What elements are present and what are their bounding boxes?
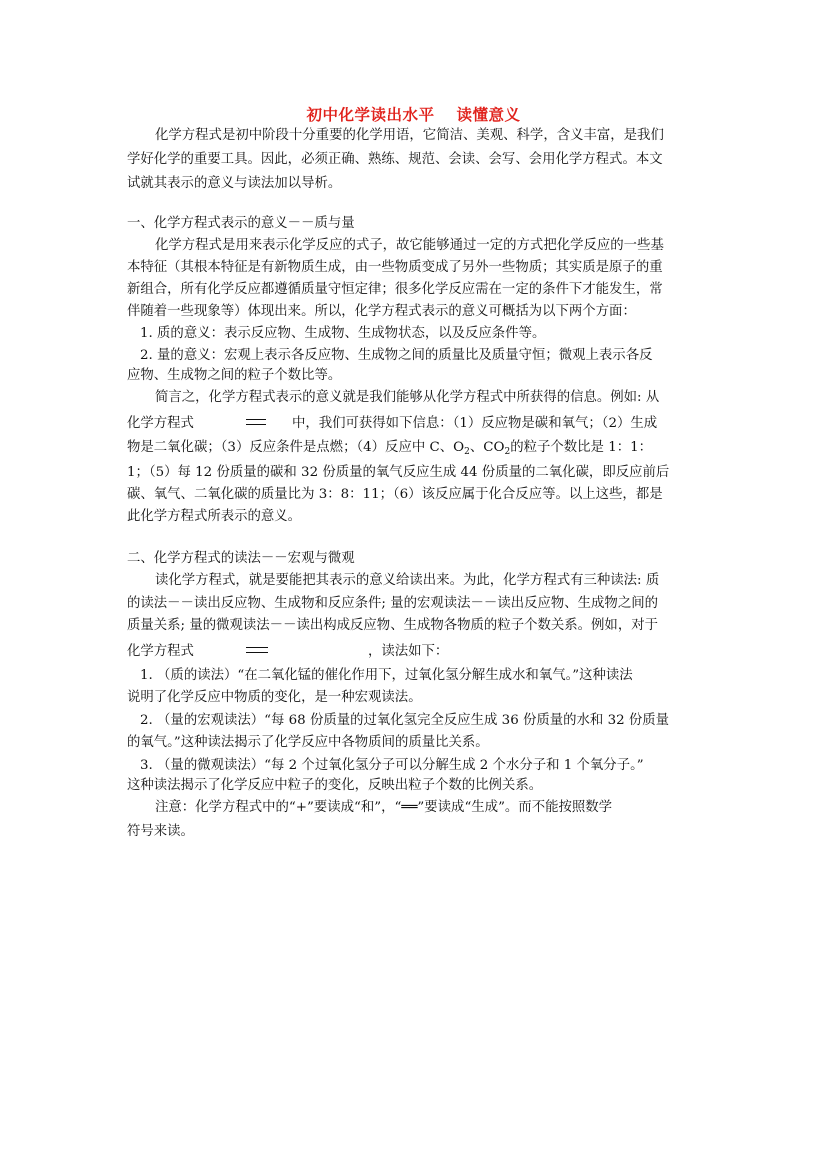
s1-item-1: 1. 质的意义：表示反应物、生成物、生成物状态，以及反应条件等。 [140, 326, 546, 341]
s1-summary-line-2 [127, 416, 707, 432]
title-part1: 初中化学读出水平 [306, 106, 435, 124]
s2-reading-2-line-1: 2. （量的宏观读法）“每 68 份质量的过氧化氢完全反应生成 36 份质量的水和 32 份质量 [140, 713, 670, 728]
equation-label: 化学方程式 [127, 644, 194, 659]
s1-item-2-line-2: 应物、生成物之间的粒子个数比等。 [127, 368, 342, 383]
equals-sign-icon [246, 647, 268, 653]
section2-heading: 二、化学方程式的读法－－宏观与微观 [127, 551, 355, 566]
s1-summary-line-1: 简言之，化学方程式表示的意义就是我们能够从化学方程式中所获得的信息。例如: 从 [155, 390, 660, 405]
s1-summary-line-5: 碳、氧气、二氧化碳的质量比为 3：8：11；（6）该反应属于化合反应等。以上这些，都是 [127, 487, 663, 502]
s2-reading-3-line-1: 3. （量的微观读法）“每 2 个过氧化氢分子可以分解生成 2 个水分子和 1 个氧分子。” [140, 758, 644, 773]
s1-para-line-1: 化学方程式是用来表示化学反应的式子，故它能够通过一定的方式把化学反应的一些基 [155, 238, 664, 253]
s1-para-line-3: 新组合，所有化学反应都遵循质量守恒定律；很多化学反应需在一定的条件下才能发生，常 [127, 282, 663, 297]
s1-summary-line-4: 1；（5）每 12 份质量的碳和 32 份质量的氧气反应生成 44 份质量的二氧化碳，即反应前后 [127, 465, 670, 480]
s2-para-line-3: 质量关系; 量的微观读法－－读出构成反应物、生成物各物质的粒子个数关系。例如，对于 [127, 618, 658, 633]
s1-summary-line-6: 此化学方程式所表示的意义。 [127, 509, 302, 524]
equation-label: 化学方程式 [127, 416, 194, 431]
s2-para-line-1: 读化学方程式，就是要能把其表示的意义给读出来。为此，化学方程式有三种读法: 质 [155, 573, 660, 588]
document-title [0, 103, 827, 125]
s2-reading-3-line-2: 这种读法揭示了化学反应中粒子的变化，反映出粒子个数的比例关系。 [127, 778, 543, 793]
s2-note-line-2: 符号来读。 [127, 824, 194, 839]
intro-line-2: 学好化学的重要工具。因此，必须正确、熟练、规范、会读、会写、会用化学方程式。本文 [127, 152, 663, 167]
s1-para-line-2: 本特征（其根本特征是有新物质生成，由一些物质变成了另外一些物质；其实质是原子的重 [127, 260, 663, 275]
s2-reading-1-line-1: 1. （质的读法）“在二氧化锰的催化作用下，过氧化氢分解生成水和氧气。”这种读法 [140, 668, 633, 683]
intro-line-3: 试就其表示的意义与读法加以导析。 [127, 176, 342, 191]
intro-line-1: 化学方程式是初中阶段十分重要的化学用语，它简洁、美观、科学，含义丰富，是我们 [155, 128, 664, 143]
equals-sign-icon [246, 419, 266, 425]
title-part2: 读懂意义 [456, 106, 521, 124]
s2-note-line-1: 注意：化学方程式中的“+”要读成“和”，“══”要读成“生成”。而不能按照数学 [155, 800, 613, 815]
section1-heading: 一、化学方程式表示的意义－－质与量 [127, 216, 355, 231]
s2-equation-line [127, 644, 707, 660]
s1-para-line-4: 伴随着一些现象等）体现出来。所以，化学方程式表示的意义可概括为以下两个方面： [127, 304, 636, 319]
s1-summary-line-3: 物是二氧化碳；（3）反应条件是点燃；（4）反应中 C、$O_2$、$CO_2$的粒子个数比是 1：1： [127, 440, 653, 457]
summary-text: 中，我们可获得如下信息：（1）反应物是碳和氧气；（2）生成 [291, 416, 658, 431]
s2-reading-2-line-2: 的氧气。”这种读法揭示了化学反应中各物质间的质量比关系。 [127, 735, 489, 750]
reading-intro: ，读法如下： [367, 644, 449, 659]
s1-item-2-line-1: 2. 量的意义：宏观上表示各反应物、生成物之间的质量比及质量守恒；微观上表示各反 [140, 348, 653, 363]
s2-para-line-2: 的读法－－读出反应物、生成物和反应条件; 量的宏观读法－－读出反应物、生成物之间的 [127, 596, 658, 611]
s2-reading-1-line-2: 说明了化学反应中物质的变化，是一种宏观读法。 [127, 690, 422, 705]
